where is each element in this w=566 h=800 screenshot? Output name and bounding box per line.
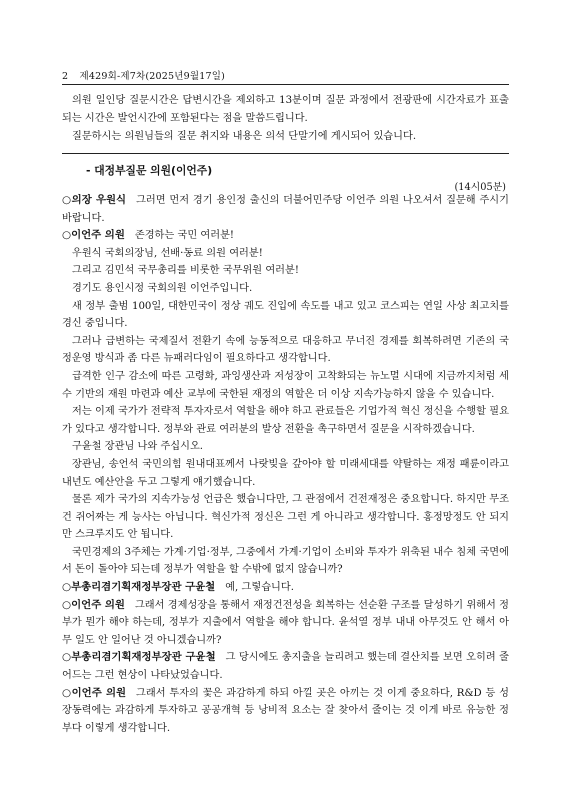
speaker-name: ○의장 우원식	[62, 194, 127, 206]
speech-paragraph	[62, 333, 509, 368]
speech-paragraph	[62, 298, 509, 333]
speaker-name: ○이언주 의원	[62, 686, 127, 699]
page-header	[62, 68, 225, 82]
speaker-name: ○이언주 의원	[62, 598, 125, 611]
speech-text: 국민경제의 3주체는 가계·기업·정부, 그중에서 가계·기업이 소비와 투자가 위축된 내수 침체 국면에서 돈이 돌아야 되는데 정부가 역할을 할 수밖에 없지 않습니까?	[62, 546, 509, 576]
speech-text: 급격한 인구 감소에 따른 고령화, 과잉생산과 저성장이 고착화되는 뉴노멀 시대에 지금까지처럼 세수 기반의 재원 마련과 예산 교부에 국한된 재정의 역할은 더 이상 지속가능하지 않을 수 있습니다.	[62, 370, 509, 400]
speech-text: 그러나 급변하는 국제질서 전환기 속에 능동적으로 대응하고 무너진 경제를 회복하려면 기존의 국정운영 방식과 좀 다른 뉴패러다임이 필요하다고 생각합니다.	[62, 335, 509, 365]
section-rule	[62, 153, 509, 154]
speech-text: 그래서 경제성장을 통해서 재정건전성을 회복하는 선순환 구조를 달성하기 위해서 정부가 뭔가 해야 하는데, 정부가 지출에서 역할을 해야 합니다. 윤석열 정부 내내 아무것도 안 해서 아무 일도 안 일어난 것 아니겠습니까?	[62, 599, 509, 646]
speech-turn	[62, 192, 509, 227]
speech-paragraph	[62, 262, 509, 280]
speaker-name: ○이언주 의원	[62, 229, 125, 242]
speech-text: 그러면 먼저 경기 용인정 출신의 더불어민주당 이언주 의원 나오셔서 질문해 주시기 바랍니다.	[62, 195, 509, 224]
intro-text	[62, 92, 509, 146]
speech-text: 우원식 국회의장님, 선배·동료 의원 여러분!	[72, 247, 263, 259]
speech-text: 새 정부 출범 100일, 대한민국이 정상 궤도 진입에 속도를 내고 있고 코스피는 연일 사상 최고치를 경신 중입니다.	[62, 300, 509, 330]
speech-paragraph	[62, 368, 509, 403]
speech-paragraph	[62, 491, 509, 544]
speech-paragraph	[62, 438, 509, 456]
speech-turn	[62, 597, 509, 650]
speech-text: 존경하는 국민 여러분!	[134, 230, 235, 242]
speech-paragraph	[62, 280, 509, 298]
section-title: - 대정부질문 의원(이언주)	[86, 164, 213, 177]
speech-paragraph	[62, 403, 509, 438]
transcript-body	[62, 192, 509, 737]
speech-text: 그리고 김민석 국무총리를 비롯한 국무위원 여러분!	[72, 265, 299, 277]
speech-text: 그래서 투자의 꽃은 과감하게 하되 아낄 곳은 아끼는 것 이게 중요하다, R&D 등 성장동력에는 과감하게 투자하고 공공개혁 등 낭비적 요소는 잘 찾아서 줄이는 것 이게 바로 유능한 정부다 이렇게 생각합니다.	[62, 687, 509, 734]
page-number: 2	[62, 71, 69, 82]
intro-paragraph: 의원 일인당 질문시간은 답변시간을 제외하고 13분이며 질문 과정에서 전광판에 시간자료가 표출되는 시간은 발언시간에 포함된다는 점을 말씀드립니다.	[62, 95, 509, 124]
speaker-name: ○부총리겸기획재정부장관 구윤철	[62, 581, 216, 594]
speech-text: 그 당시에도 총지출을 늘리려고 했는데 결산치를 보면 오히려 줄어드는 그런 현상이 나타났었습니다.	[62, 652, 509, 682]
intro-paragraph: 질문하시는 의원님들의 질문 취지와 내용은 의석 단말기에 게시되어 있습니다.	[72, 131, 417, 142]
speech-text: 물론 제가 국가의 지속가능성 언급은 했습니다만, 그 관점에서 건전재정은 중요합니다. 하지만 무조건 쥐어짜는 게 능사는 아닙니다. 혁신가적 정신은 그런 게 아니라고 생각합니다. 홍정망정도 안 되지만 스크루지도 안 됩니다.	[62, 494, 509, 541]
speech-turn	[62, 649, 509, 684]
speech-paragraph	[62, 544, 509, 579]
speech-paragraph	[62, 456, 509, 491]
speech-turn	[62, 685, 509, 738]
speech-paragraph	[62, 245, 509, 263]
speech-turn	[62, 227, 509, 245]
speech-text: 경기도 용인시정 국회의원 이언주입니다.	[72, 282, 253, 294]
session-label: 제429회-제7차(2025년9월17일)	[79, 71, 226, 82]
header-rule	[62, 84, 509, 85]
speech-text: 장관님, 송언석 국민의힘 원내대표께서 나랏빚을 갚아야 할 미래세대를 약탈하는 재정 패륜이라고 내년도 예산안을 두고 그렇게 얘기했습니다.	[62, 458, 509, 488]
speech-text: 예, 그렇습니다.	[225, 582, 294, 594]
speech-text: 저는 이제 국가가 전략적 투자자로서 역할을 해야 하고 관료들은 기업가적 혁신 정신을 수행할 필요가 있다고 생각합니다. 정부와 관료 여러분의 발상 전환을 촉구하면서 질문을 시작하겠습니다.	[62, 406, 509, 435]
speech-text: 구윤철 장관님 나와 주십시오.	[72, 441, 204, 453]
speaker-name: ○부총리겸기획재정부장관 구윤철	[62, 651, 216, 664]
timestamp: (14시05분)	[454, 182, 506, 193]
speech-turn	[62, 579, 509, 597]
